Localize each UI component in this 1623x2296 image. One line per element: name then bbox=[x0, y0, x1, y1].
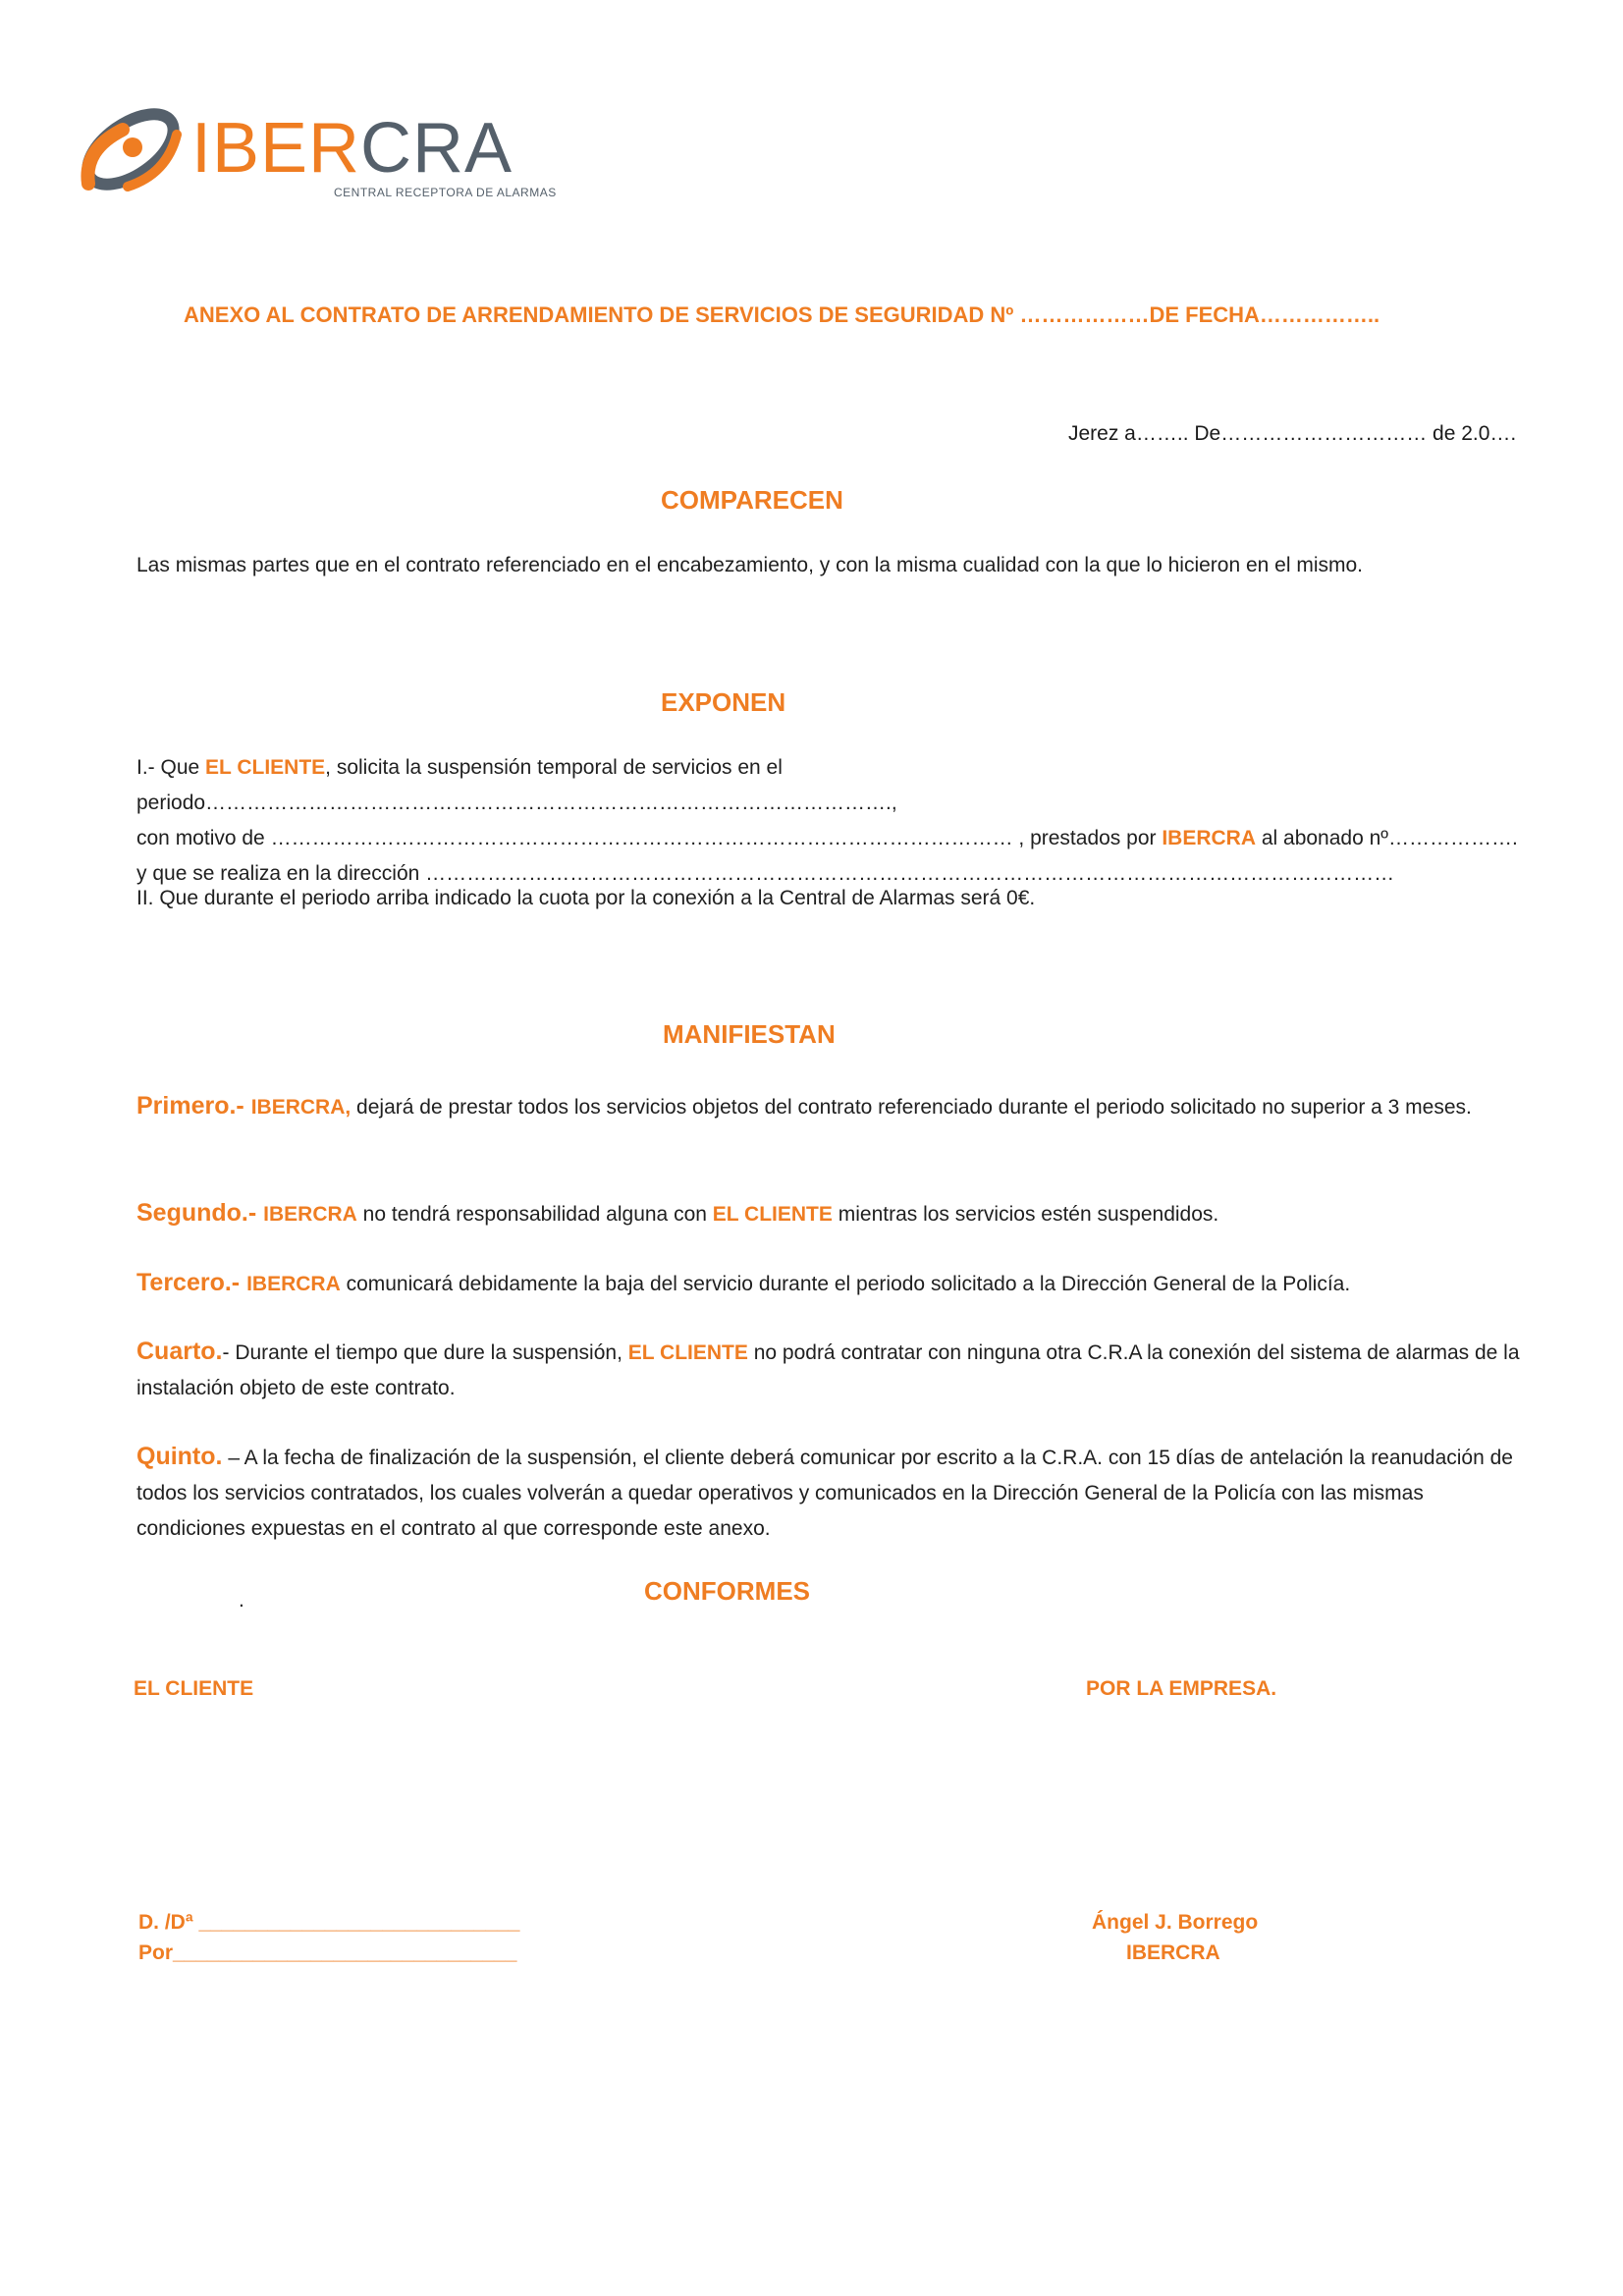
client-term: EL CLIENTE bbox=[712, 1203, 833, 1226]
signer-company: IBERCRA bbox=[1126, 1941, 1220, 1964]
company-signature-label: POR LA EMPRESA. bbox=[1086, 1677, 1277, 1700]
clause-segundo bbox=[136, 1195, 1521, 1232]
clause-segundo-text-2: mientras los servicios estén suspendidos. bbox=[832, 1203, 1219, 1226]
exponen-text-2: con motivo de ……………………………………………………………………………………………… , prestados por bbox=[136, 827, 1163, 849]
exponen-heading: EXPONEN bbox=[661, 687, 786, 717]
logo-brand-part2: CRA bbox=[360, 109, 514, 188]
company-term: IBERCRA, bbox=[250, 1096, 352, 1119]
comparecen-text: Las mismas partes que en el contrato referenciado en el encabezamiento, y con la misma cualidad con la que lo hicieron en el mismo. bbox=[136, 554, 1364, 576]
clause-tercero bbox=[136, 1265, 1521, 1302]
logo-brand-part1: IBER bbox=[191, 109, 361, 188]
logo-wordmark bbox=[191, 108, 513, 189]
ibercra-swirl-icon bbox=[74, 90, 191, 208]
client-por-line: Por______________________________ bbox=[138, 1941, 517, 1964]
exponen-text-3: al abonado nº………………. bbox=[1256, 827, 1518, 849]
place-date-line: Jerez a…….. De………………………… de 2.0…. bbox=[1068, 422, 1517, 445]
company-term: IBERCRA bbox=[263, 1203, 357, 1226]
logo-tagline: CENTRAL RECEPTORA DE ALARMAS bbox=[334, 186, 557, 199]
exponen-line-3: y que se realiza en la dirección …………………………………………………………………………………………………………………………… bbox=[136, 862, 1395, 885]
clause-quinto-lead: Quinto. bbox=[136, 1443, 223, 1470]
exponen-line-1 bbox=[136, 750, 1521, 821]
exponen-prefix: I.- Que bbox=[136, 756, 206, 779]
client-name-line: D. /Dª ____________________________ bbox=[138, 1911, 520, 1934]
document-title: ANEXO AL CONTRATO DE ARRENDAMIENTO DE SERVICIOS DE SEGURIDAD Nº ………………DE FECHA…………….. bbox=[184, 302, 1380, 327]
comparecen-heading: COMPARECEN bbox=[661, 485, 843, 515]
clause-cuarto bbox=[136, 1334, 1521, 1406]
manifiestan-heading: MANIFIESTAN bbox=[663, 1019, 836, 1049]
company-term: IBERCRA bbox=[246, 1273, 341, 1295]
client-term: EL CLIENTE bbox=[627, 1341, 748, 1364]
clause-cuarto-text-2: no podrá contratar con ninguna otra C.R.A la conexión del sistema de alarmas de la instalación objeto de este contrato. bbox=[136, 1341, 1520, 1399]
clause-tercero-lead: Tercero.- bbox=[136, 1269, 247, 1296]
stray-dot: . bbox=[239, 1589, 244, 1612]
clause-primero-text: dejará de prestar todos los servicios objetos del contrato referenciado durante el periodo solicitado no superior a 3 meses. bbox=[351, 1096, 1472, 1119]
conformes-heading: CONFORMES bbox=[644, 1576, 810, 1606]
clause-tercero-text: comunicará debidamente la baja del servicio durante el periodo solicitado a la Dirección General de la Policía. bbox=[340, 1273, 1351, 1295]
client-signature-label: EL CLIENTE bbox=[134, 1677, 254, 1700]
clause-primero bbox=[136, 1088, 1521, 1125]
clause-segundo-text-1: no tendrá responsabilidad alguna con bbox=[356, 1203, 713, 1226]
exponen-line-2 bbox=[136, 821, 1521, 856]
company-logo bbox=[74, 90, 584, 208]
clause-quinto bbox=[136, 1439, 1521, 1547]
client-term: EL CLIENTE bbox=[205, 756, 326, 779]
exponen-clause-ii: II. Que durante el periodo arriba indicado la cuota por la conexión a la Central de Alarmas será 0€. bbox=[136, 887, 1036, 909]
exponen-clause-i bbox=[136, 750, 1521, 892]
company-term: IBERCRA bbox=[1162, 827, 1256, 849]
exponen-text-1: , solicita la suspensión temporal de servicios en el periodo………………………………………………………………………………………., bbox=[136, 756, 897, 814]
signer-name: Ángel J. Borrego bbox=[1092, 1911, 1259, 1934]
clause-quinto-text: – A la fecha de finalización de la suspensión, el cliente deberá comunicar por escrito a la C.R.A. con 15 días de antelación la reanudación de todos los servicios contratados, los cuales volverán a quedar operativos y comunicados en la Dirección General de la Policía con las mismas condiciones expuestas en el contrato al que corresponde este anexo. bbox=[136, 1447, 1513, 1540]
clause-segundo-lead: Segundo.- bbox=[136, 1199, 264, 1227]
clause-cuarto-text-1: - Durante el tiempo que dure la suspensión, bbox=[222, 1341, 628, 1364]
clause-primero-lead: Primero.- bbox=[136, 1092, 251, 1120]
clause-cuarto-lead: Cuarto. bbox=[136, 1338, 223, 1365]
